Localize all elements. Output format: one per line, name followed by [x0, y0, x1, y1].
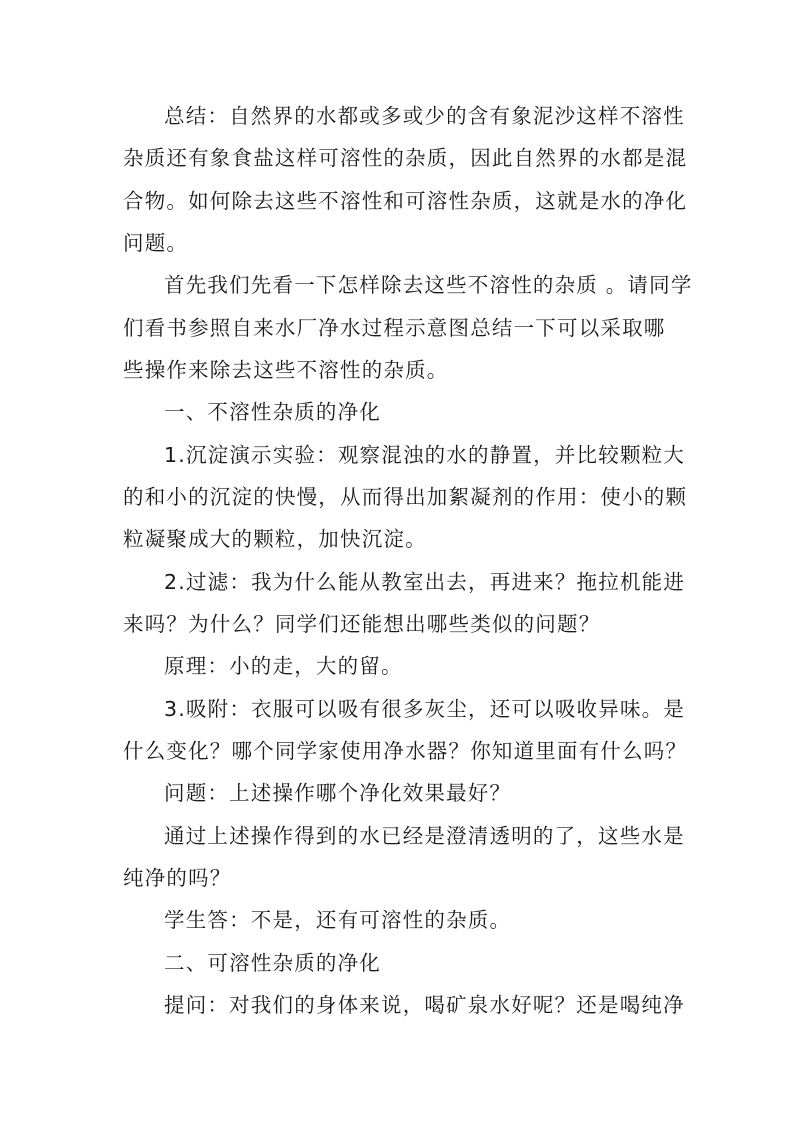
text-line: 合物。如何除去这些不溶性和可溶性杂质，这就是水的净化	[123, 189, 688, 213]
text-line: 些操作来除去这些不溶性的杂质。	[123, 358, 449, 382]
text-line: 2.过滤：我为什么能从教室出去，再进来？拖拉机能进	[164, 570, 686, 594]
text-line: 问题：上述操作哪个净化效果最好？	[164, 781, 512, 805]
text-line: 总结：自然界的水都或多或少的含有象泥沙这样不溶性	[164, 104, 685, 128]
text-line: 3.吸附：衣服可以吸有很多灰尘，还可以吸收异味。是	[164, 697, 686, 721]
text-line: 问题。	[123, 231, 189, 255]
text-line: 提问：对我们的身体来说，喝矿泉水好呢？还是喝纯净	[164, 993, 685, 1017]
text-line: 什么变化？哪个同学家使用净水器？你知道里面有什么吗？	[123, 739, 688, 763]
text-line: 通过上述操作得到的水已经是澄清透明的了，这些水是	[164, 824, 685, 848]
text-line: 来吗？为什么？同学们还能想出哪些类似的问题？	[123, 612, 601, 636]
section-heading: 二、可溶性杂质的净化	[164, 951, 381, 975]
text-line: 杂质还有象食盐这样可溶性的杂质，因此自然界的水都是混	[123, 146, 688, 170]
text-line: 纯净的吗？	[123, 866, 232, 890]
text-line: 的和小的沉淀的快慢，从而得出加絮凝剂的作用：使小的颗	[123, 485, 688, 509]
text-line: 学生答：不是，还有可溶性的杂质。	[164, 908, 512, 932]
text-line: 1.沉淀演示实验：观察混浊的水的静置，并比较颗粒大	[164, 443, 686, 467]
text-line: 原理：小的走，大的留。	[164, 654, 403, 678]
section-heading: 一、不溶性杂质的净化	[164, 400, 381, 424]
text-line: 粒凝聚成大的颗粒，加快沉淀。	[123, 527, 427, 551]
text-line: 首先我们先看一下怎样除去这些不溶性的杂质 。请同学	[164, 273, 693, 297]
text-line: 们看书参照自来水厂净水过程示意图总结一下可以采取哪	[123, 316, 666, 340]
